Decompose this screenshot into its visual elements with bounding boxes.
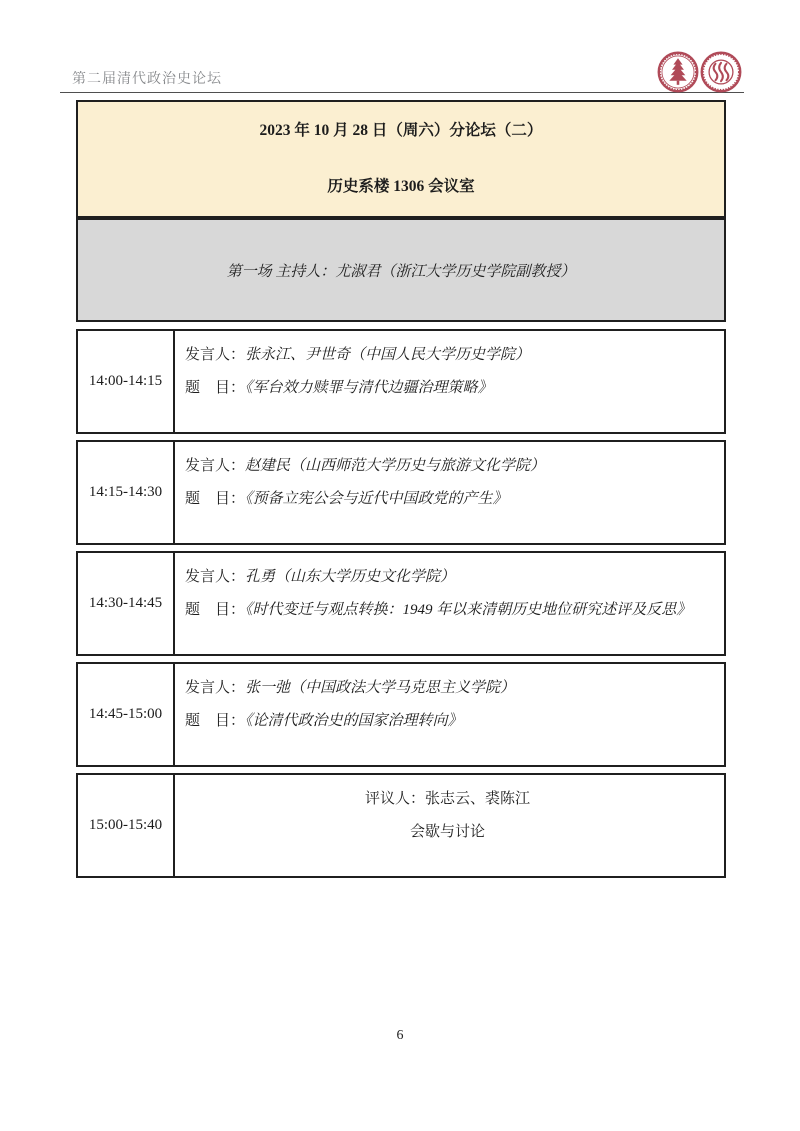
title-label: 题 目： bbox=[185, 491, 246, 507]
session-venue: 历史系楼 1306 会议室 bbox=[327, 178, 475, 195]
header-divider bbox=[60, 92, 744, 93]
chair-band-cell bbox=[76, 218, 726, 322]
talk-cell bbox=[175, 442, 724, 543]
page-number: 6 bbox=[396, 1028, 404, 1043]
schedule-row-1 bbox=[76, 329, 726, 434]
speaker-label: 发言人： bbox=[185, 347, 246, 363]
title-label: 题 目： bbox=[185, 602, 246, 618]
title-line bbox=[185, 705, 720, 738]
speaker-label: 发言人： bbox=[185, 680, 246, 696]
speaker-line bbox=[185, 561, 720, 594]
time-cell: 15:00-15:40 bbox=[78, 775, 175, 876]
session-header-cell bbox=[76, 100, 726, 218]
schedule-row-3 bbox=[76, 551, 726, 656]
discussion-row bbox=[76, 773, 726, 878]
talk-cell bbox=[175, 664, 724, 765]
schedule-row-2 bbox=[76, 440, 726, 545]
title-line bbox=[185, 483, 720, 516]
speaker-line bbox=[185, 339, 720, 372]
time-cell: 14:00-14:15 bbox=[78, 331, 175, 432]
title-value: 《时代变迁与观点转换：1949 年以来清朝历史地位研究述评及反思》 bbox=[245, 602, 692, 618]
session-date-title: 2023 年 10 月 28 日（周六）分论坛（二） bbox=[259, 122, 543, 139]
doc-header-title: 第二届清代政治史论坛 bbox=[72, 72, 222, 87]
title-value: 《论清代政治史的国家治理转向》 bbox=[245, 713, 463, 729]
title-value: 《军台效力赎罪与清代边疆治理策略》 bbox=[245, 380, 493, 396]
talk-cell bbox=[175, 553, 724, 654]
university-seals bbox=[656, 50, 742, 94]
speaker-value: 孔勇（山东大学历史文化学院） bbox=[245, 569, 456, 585]
discussion-cell bbox=[175, 775, 724, 876]
talk-cell bbox=[175, 331, 724, 432]
schedule-row-4 bbox=[76, 662, 726, 767]
chair-text: 第一场 主持人：尤淑君（浙江大学历史学院副教授） bbox=[226, 263, 576, 280]
time-cell: 14:15-14:30 bbox=[78, 442, 175, 543]
speaker-label: 发言人： bbox=[185, 458, 246, 474]
speaker-value: 张一弛（中国政法大学马克思主义学院） bbox=[245, 680, 516, 696]
waves-seal-icon bbox=[699, 50, 743, 94]
break-discussion-line: 会歇与讨论 bbox=[409, 824, 485, 840]
speaker-label: 发言人： bbox=[185, 569, 246, 585]
speaker-value: 张永江、尹世奇（中国人民大学历史学院） bbox=[245, 347, 531, 363]
commentators-line: 评议人：张志云、裘陈江 bbox=[364, 791, 530, 807]
title-line bbox=[185, 594, 720, 627]
speaker-line bbox=[185, 450, 720, 483]
title-line bbox=[185, 372, 720, 405]
title-label: 题 目： bbox=[185, 713, 246, 729]
time-cell: 14:30-14:45 bbox=[78, 553, 175, 654]
pine-tree-seal-icon bbox=[656, 50, 700, 94]
title-label: 题 目： bbox=[185, 380, 246, 396]
title-value: 《预备立宪公会与近代中国政党的产生》 bbox=[245, 491, 508, 507]
time-cell: 14:45-15:00 bbox=[78, 664, 175, 765]
speaker-line bbox=[185, 672, 720, 705]
speaker-value: 赵建民（山西师范大学历史与旅游文化学院） bbox=[245, 458, 546, 474]
